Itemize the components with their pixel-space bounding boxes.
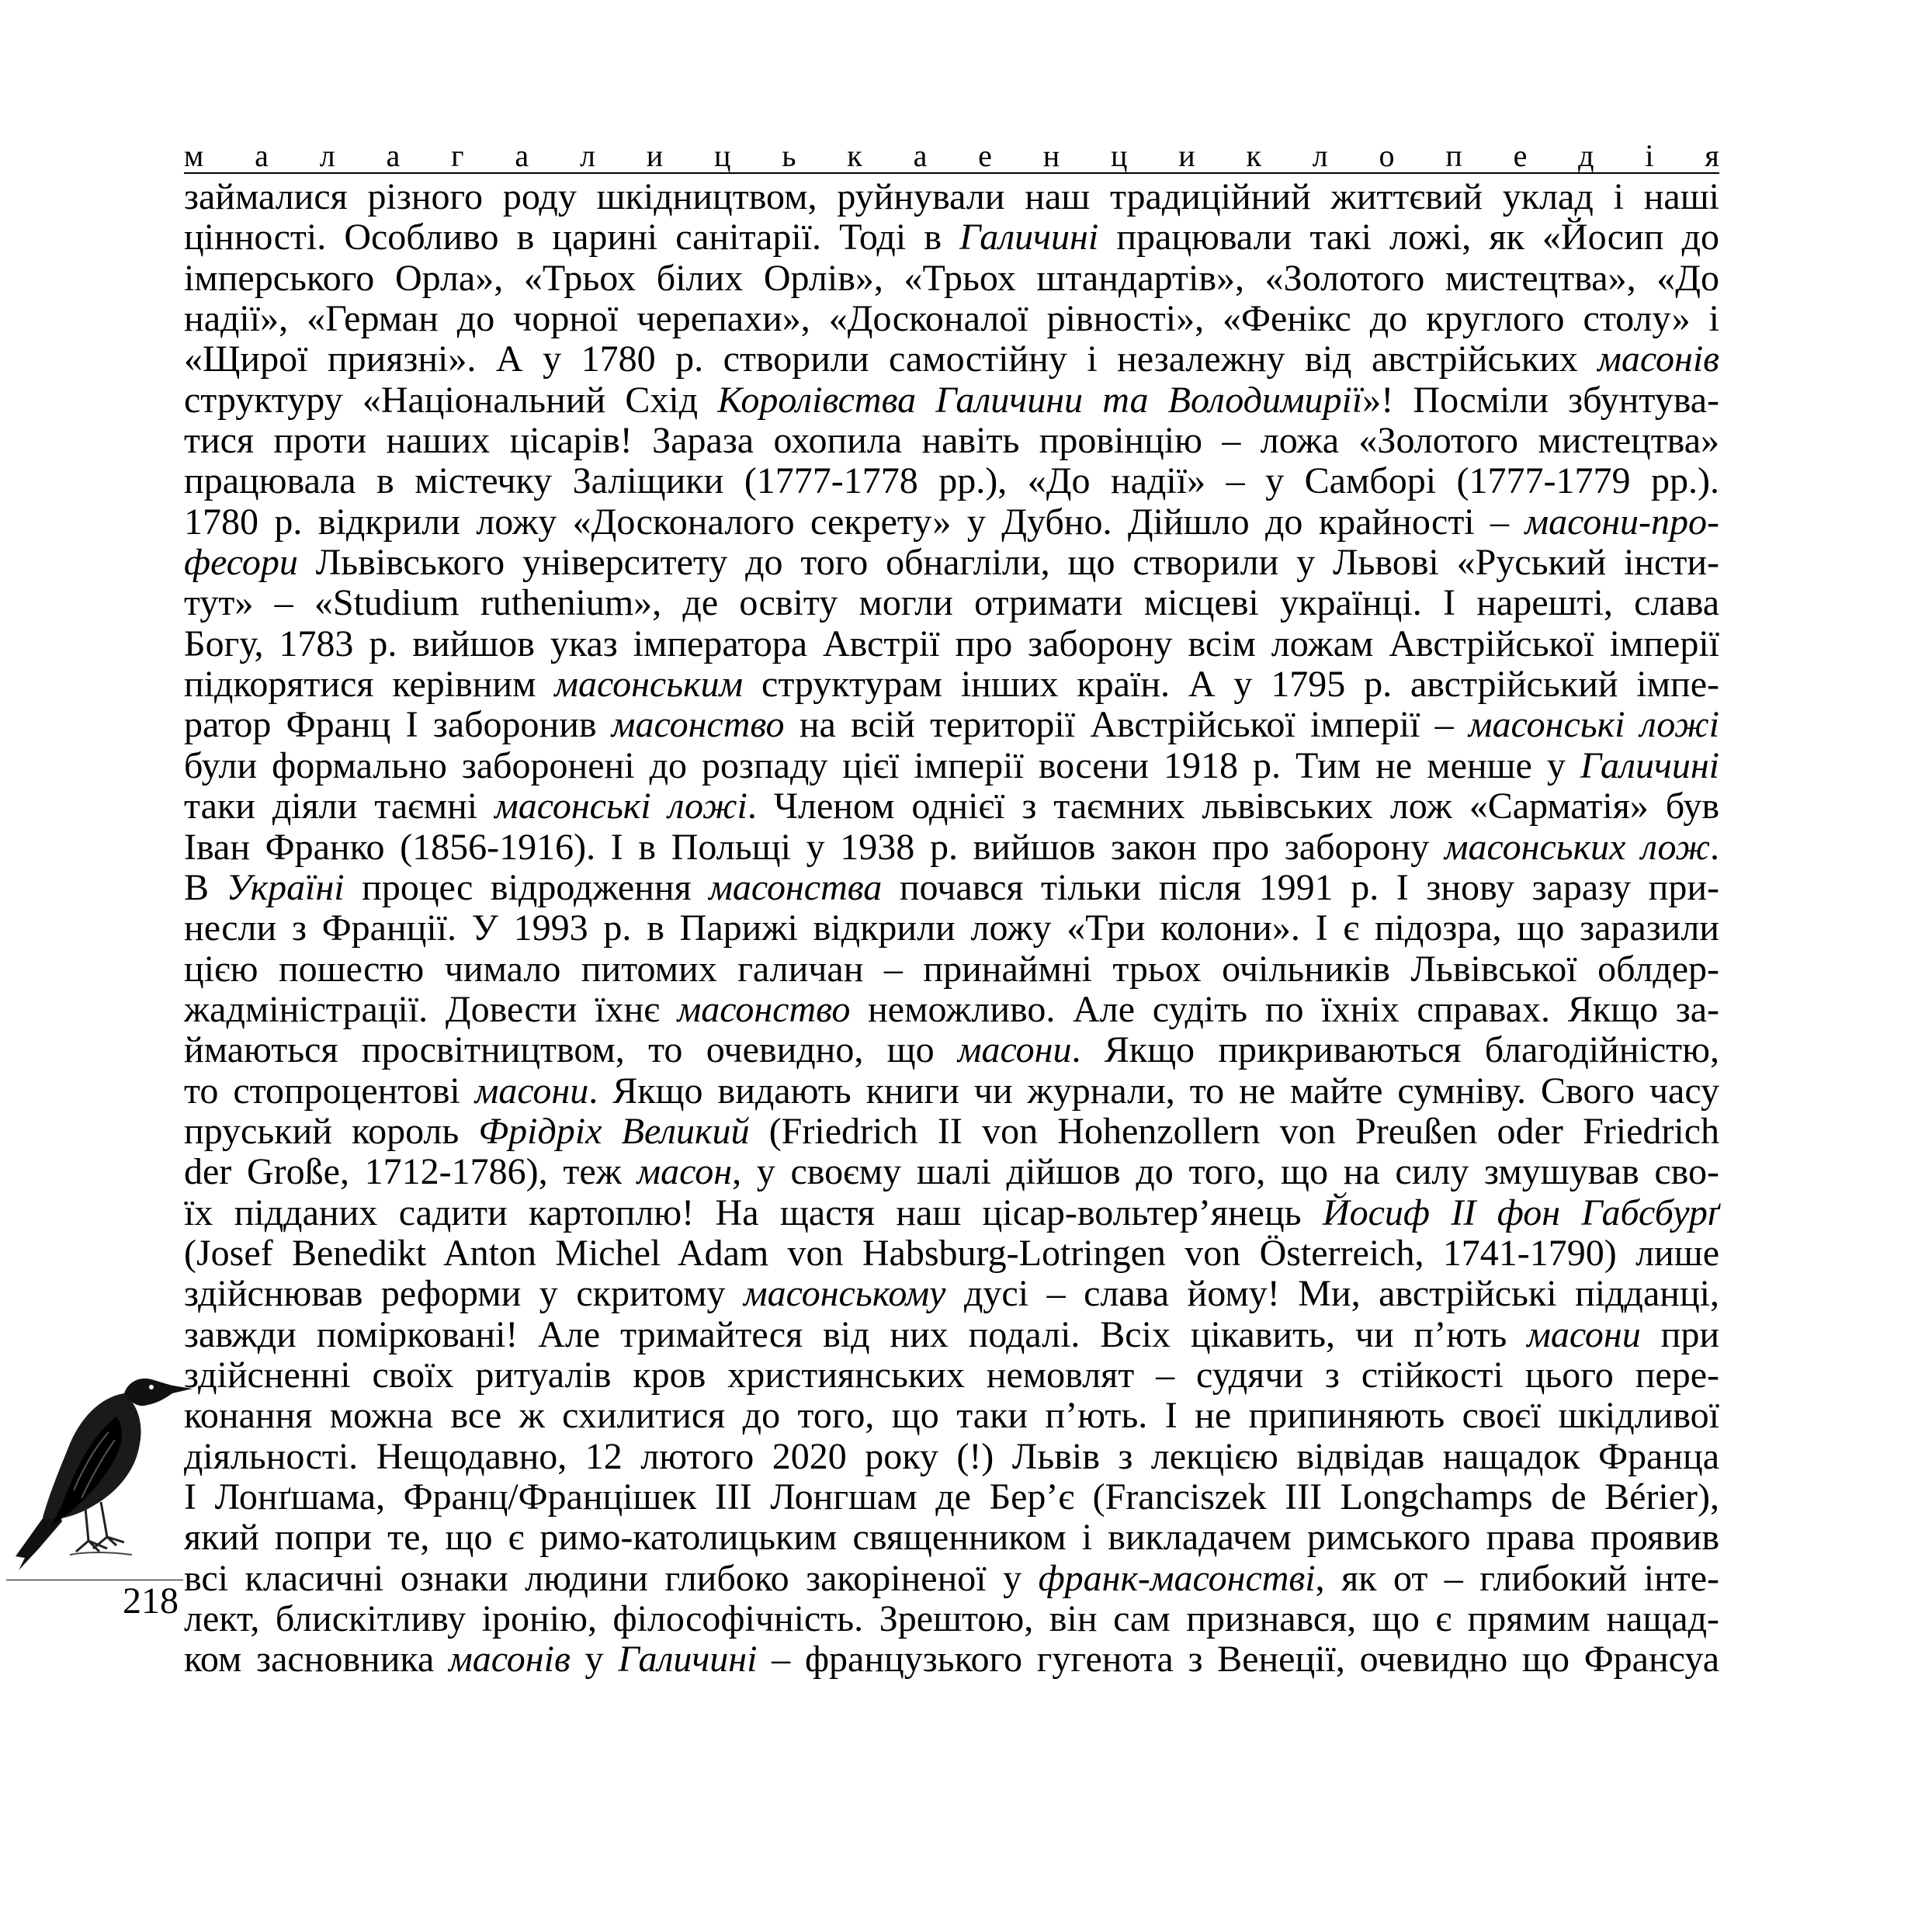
text-line [184, 827, 1719, 868]
text-run: ком засновника [184, 1639, 449, 1681]
text-line [184, 380, 1719, 421]
header-letter: л [319, 138, 335, 173]
header-letter: а [386, 138, 401, 173]
text-run: лект, блискітливу іронію, філософічність. Зрештою, він сам признався, що є прямим нащад- [184, 1598, 1719, 1640]
text-line [184, 705, 1719, 745]
header-letter: е [978, 138, 992, 173]
text-run: (Josef Benedikt Anton Michel Adam von Habsburg-Lotringen von Österreich, 1741-1790) лише [184, 1232, 1719, 1274]
text-run: структуру «Національний Схід [184, 379, 718, 421]
italic-term: масонському [744, 1273, 946, 1315]
italic-term: Йосиф II фон Габсбурґ [1322, 1191, 1720, 1233]
text-run: , як от – глибокий інте- [1315, 1557, 1719, 1599]
text-run: ймаються просвітництвом, то очевидно, що [184, 1029, 958, 1071]
italic-term: масони [474, 1070, 589, 1112]
text-run: . [1710, 826, 1719, 868]
text-run: ратор Франц І заборонив [184, 704, 612, 746]
text-line [184, 339, 1719, 380]
italic-term: масони [957, 1029, 1072, 1071]
text-run: несли з Франції. У 1993 р. в Парижі відкрили ложу «Три колони». І є підозра, що заразили [184, 907, 1719, 949]
text-run: здійснював реформи у скритому [184, 1273, 744, 1315]
header-rule [184, 172, 1719, 174]
text-run: дусі – слава йому! Ми, австрійські підданці, [945, 1273, 1719, 1315]
text-line [184, 1152, 1719, 1192]
text-run: неможливо. Але судіть по їхніх справах. Якщо за- [850, 988, 1720, 1030]
text-line [184, 543, 1719, 583]
text-line [184, 1274, 1719, 1314]
italic-term: Галичині [959, 217, 1099, 258]
text-line [184, 990, 1719, 1030]
header-letter: ц [1110, 138, 1128, 173]
italic-term: Галичині [618, 1639, 758, 1681]
text-line [184, 217, 1719, 258]
text-run: . Членом однієї з таємних львівських лож «Сарматія» був [747, 786, 1720, 827]
italic-term: Королівства Галичини та Володимирії [717, 379, 1363, 421]
header-letter: а [913, 138, 928, 173]
italic-term: фесори [184, 542, 298, 584]
text-run: діяльності. Нещодавно, 12 лютого 2020 року (!) Львів з лекцією відвідав нащадок Франца [184, 1435, 1719, 1477]
header-letter: н [1042, 138, 1060, 173]
text-line [184, 664, 1719, 705]
text-run: завжди помірковані! Але тримайтеся від них подалі. Всіх цікавить, чи п’ють [184, 1313, 1528, 1355]
italic-term: франк-масонстві [1038, 1557, 1316, 1599]
text-run: структурам інших країн. А у 1795 р. австрійський імпе- [743, 664, 1719, 706]
text-run: конання можна все ж схилитися до того, що таки п’ють. І не припиняють своєї шкідливої [184, 1395, 1719, 1437]
header-letter: а [515, 138, 529, 173]
text-line [184, 949, 1719, 990]
text-run: тут» – «Studium ruthenium», де освіту могли отримати місцеві українці. І нарешті, слава [184, 582, 1719, 624]
text-run: тися проти наших цісарів! Зараза охопила навіть провінцію – ложа «Золотого мистецтва» [184, 420, 1719, 462]
italic-term: масонства [709, 866, 883, 908]
italic-term: масони [1527, 1313, 1641, 1355]
text-line [184, 461, 1719, 501]
text-run: Іван Франко (1856-1916). І в Польщі у 1938 р. вийшов закон про заборону [184, 826, 1445, 868]
text-line [184, 502, 1719, 543]
header-letter: м [184, 138, 204, 173]
text-run: почався тільки після 1991 р. І знову заразу при- [882, 866, 1720, 908]
text-run: на всій території Австрійської імперії – [784, 704, 1469, 746]
header-letter: о [1379, 138, 1395, 173]
text-line [184, 1355, 1719, 1396]
text-line [184, 1639, 1719, 1680]
header-letter: я [1705, 138, 1719, 173]
text-run: пруський король [184, 1110, 479, 1152]
text-run: der Große, 1712-1786), теж [184, 1151, 637, 1193]
header-letter: ц [713, 138, 731, 173]
text-run: підкорятися керівним [184, 664, 555, 706]
text-line [184, 421, 1719, 461]
italic-term: масонів [449, 1639, 571, 1681]
article-body [184, 177, 1719, 1681]
text-run: займалися різного роду шкідництвом, руйнували наш традиційний життєвий уклад і наші [184, 176, 1719, 217]
text-run: «Щирої приязні». А у 1780 р. створили самостійну і незалежну від австрійських [184, 338, 1598, 380]
italic-term: Україні [226, 866, 345, 908]
italic-term: масонів [1597, 338, 1719, 380]
text-run: цією пошестю чимало питомих галичан – принаймні трьох очільників Львівської облдер- [184, 948, 1719, 990]
text-line [184, 786, 1719, 827]
text-line [184, 1112, 1719, 1152]
text-run: цінності. Особливо в царині санітарії. Тоді в [184, 217, 960, 258]
text-run: . Якщо прикриваються благодійністю, [1071, 1029, 1719, 1071]
text-run: імперського Орла», «Трьох білих Орлів», «Трьох штандартів», «Золотого мистецтва», «До [184, 257, 1719, 299]
text-run: їх підданих садити картоплю! На щастя наш цісар-вольтер’янець [184, 1191, 1323, 1233]
header-letter: е [1513, 138, 1528, 173]
text-run: Богу, 1783 р. вийшов указ імператора Австрії про заборону всім ложам Австрійської імперії [184, 623, 1719, 664]
crow-icon [8, 1362, 194, 1587]
text-line [184, 746, 1719, 786]
text-line [184, 908, 1719, 949]
text-run: І Лонґшама, Франц/Францішек III Лонгшам де Бер’є (Franciszek III Longchamps de Bérier), [184, 1476, 1719, 1518]
header-letter: г [451, 138, 464, 173]
text-run: 1780 р. відкрили ложу «Досконалого секрету» у Дубно. Дійшло до крайності – [184, 501, 1525, 543]
text-line [184, 1599, 1719, 1639]
text-run: . Якщо видають книги чи журнали, то не майте сумніву. Свого часу [588, 1070, 1720, 1112]
italic-term: Фрідріх Великий [478, 1110, 750, 1152]
header-letter: п [1445, 138, 1462, 173]
text-line [184, 1193, 1719, 1233]
text-run: процес відродження [344, 866, 709, 908]
text-run: працювала в містечку Заліщики (1777-1778 рр.), «До надії» – у Самборі (1777-1779 рр.). [184, 460, 1719, 502]
text-line [184, 1559, 1719, 1599]
text-line [184, 868, 1719, 908]
text-run: – французького гугенота з Венеції, очевидно що Франсуа [757, 1639, 1719, 1681]
italic-term: масонським [554, 664, 744, 706]
text-run: здійсненні своїх ритуалів кров християнських немовлят – судячи з стійкості цього пере- [184, 1354, 1719, 1396]
italic-term: масони-про- [1524, 501, 1719, 543]
header-letter: а [255, 138, 269, 173]
text-line [184, 177, 1719, 217]
text-run: надії», «Герман до чорної черепахи», «Досконалої рівності», «Фенікс до круглого столу» і [184, 298, 1719, 340]
text-run: були формально заборонені до розпаду цієї імперії восени 1918 р. Тим не менше у [184, 744, 1580, 786]
header-letter: д [1578, 138, 1594, 173]
text-run: який попри те, що є римо-католицьким священником і викладачем римського права проявив [184, 1517, 1719, 1559]
italic-term: масон [636, 1151, 733, 1193]
italic-term: масонство [677, 988, 851, 1030]
italic-term: масонські ложі [494, 786, 747, 827]
text-run: (Friedrich II von Hohenzollern von Preußen oder Friedrich [749, 1110, 1720, 1152]
text-run: жадміністрації. Довести їхнє [184, 988, 678, 1030]
header-letter: и [646, 138, 664, 173]
header-letter: к [847, 138, 862, 173]
text-line [184, 1477, 1719, 1518]
text-line [184, 258, 1719, 299]
text-line [184, 1315, 1719, 1355]
header-letter: л [579, 138, 595, 173]
text-run: при [1640, 1313, 1720, 1355]
running-header [184, 137, 1719, 174]
text-line [184, 1030, 1719, 1070]
header-letter: и [1178, 138, 1195, 173]
text-line [184, 299, 1719, 339]
text-run: у [570, 1639, 619, 1681]
header-letter: ь [782, 138, 796, 173]
text-line [184, 1518, 1719, 1558]
italic-term: масонських лож [1444, 826, 1710, 868]
text-run: , у своєму шалі дійшов до того, що на силу змушував сво- [732, 1151, 1720, 1193]
header-letter: к [1246, 138, 1261, 173]
text-line [184, 1071, 1719, 1112]
text-run: В [184, 866, 227, 908]
text-line [184, 624, 1719, 664]
text-line [184, 583, 1719, 623]
italic-term: масонські ложі [1468, 704, 1719, 746]
header-letter: л [1312, 138, 1328, 173]
text-run: таки діяли таємні [184, 786, 495, 827]
text-line [184, 1396, 1719, 1436]
text-line [184, 1233, 1719, 1274]
header-letter: і [1645, 138, 1654, 173]
page-number: 218 [123, 1580, 179, 1622]
italic-term: масонство [611, 704, 785, 746]
text-run: всі класичні ознаки людини глибоко закоріненої у [184, 1557, 1039, 1599]
text-run: Львівського університету до того обнагліли, що створили у Львові «Руський інсти- [297, 542, 1719, 584]
text-run: »! Посміли збунтува- [1362, 379, 1720, 421]
italic-term: Галичині [1580, 744, 1719, 786]
text-run: то стопроцентові [184, 1070, 475, 1112]
text-line [184, 1437, 1719, 1477]
text-run: працювали такі ложі, як «Йосип до [1098, 217, 1720, 258]
